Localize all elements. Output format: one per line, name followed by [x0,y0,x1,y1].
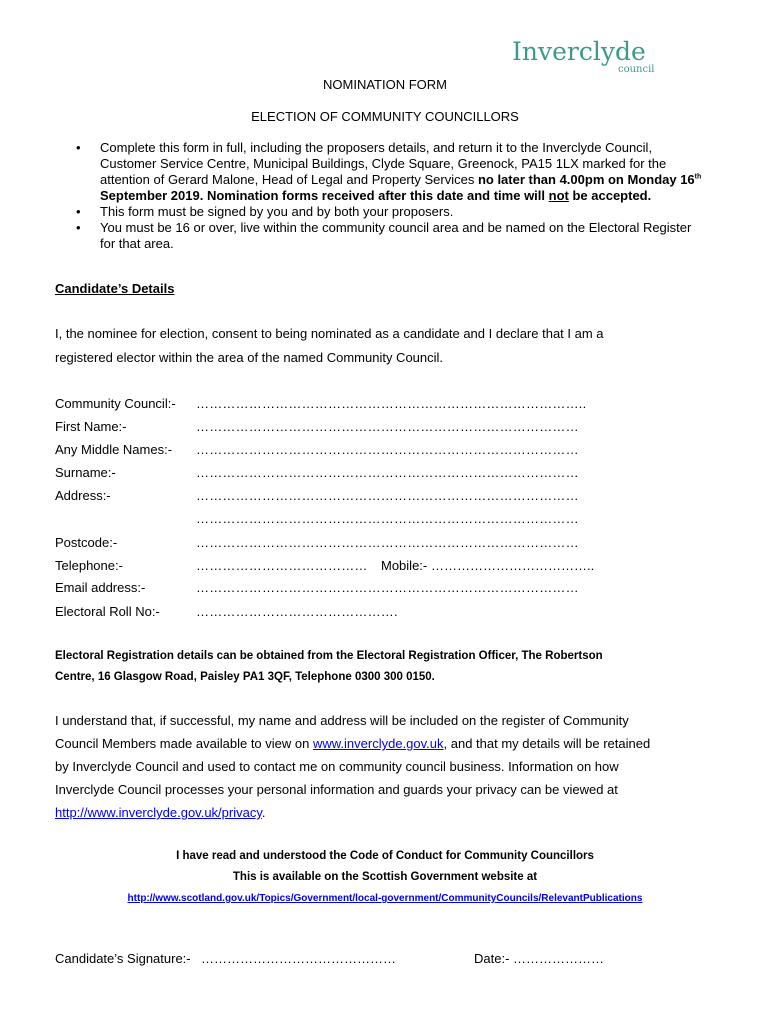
instruction-text: Complete this form in full, including the proposers details, and return it to the Inverclyde Council, Customer Service Centre, Municipal Buildings, Clyde Square, Greenock, PA15 1LX marked for the attention of Gerard Malone, Head of Legal and Property Services [100,140,667,187]
bullet-icon: • [76,204,81,219]
community-council-field[interactable]: …………………………………………………………………………….. [196,396,587,411]
svg-text:council: council [618,64,655,75]
scottish-government-link[interactable]: http://www.scotland.gov.uk/Topics/Government/local-government/CommunityCouncils/RelevantPublications [127,893,643,904]
privacy-text: . [261,805,266,820]
instruction-item [70,220,710,252]
email-field[interactable]: …………………………………………………………………………… [196,580,579,595]
deadline-text-end: be accepted. [568,188,652,203]
mobile-label: Mobile:- [381,558,428,573]
middle-names-label: Any Middle Names:- [55,442,173,457]
privacy-line-5 [55,805,720,820]
community-council-label: Community Council:- [55,396,176,411]
instruction-item [70,204,710,220]
deadline-text-cont: September 2019. Nomination forms received after this date and time will [100,188,549,203]
telephone-field[interactable]: ………………………………… [196,558,368,573]
ordinal-suffix: th [694,173,702,181]
instructions-list [70,140,710,252]
address-field-line-2[interactable]: …………………………………………………………………………… [196,511,579,526]
first-name-field[interactable]: …………………………………………………………………………… [196,419,579,434]
not-emphasis: not [548,188,569,203]
registration-info-line-2: Centre, 16 Glasgow Road, Paisley PA1 3QF, Telephone 0300 300 0150. [55,671,435,683]
middle-names-field[interactable]: …………………………………………………………………………… [196,442,579,457]
instruction-text: This form must be signed by you and by both your proposers. [100,204,454,219]
code-of-conduct-statement: I have read and understood the Code of Conduct for Community Councillors [176,850,594,862]
address-field-line-1[interactable]: …………………………………………………………………………… [196,488,579,503]
svg-text:Inverclyde: Inverclyde [512,38,646,66]
signature-label: Candidate’s Signature:- [55,951,191,966]
date-label: Date:- [474,951,510,966]
first-name-label: First Name:- [55,419,127,434]
date-field[interactable]: ………………… [513,951,604,966]
consent-line-2: registered elector within the area of the named Community Council. [55,350,444,365]
consent-line-1: I, the nominee for election, consent to being nominated as a candidate and I declare that I am a [55,326,604,341]
deadline-text: no later than 4.00pm on Monday 16 [477,172,695,187]
privacy-text: Council Members made available to view on [55,736,313,751]
electoral-roll-label: Electoral Roll No:- [55,604,160,619]
email-label: Email address:- [55,580,146,595]
privacy-line-3: by Inverclyde Council and used to contact me on community council business. Information on how [55,759,619,774]
postcode-label: Postcode:- [55,535,118,550]
privacy-policy-link[interactable]: http://www.inverclyde.gov.uk/privacy [55,805,262,820]
code-of-conduct-availability: This is available on the Scottish Government website at [232,871,538,883]
form-subtitle: ELECTION OF COMMUNITY COUNCILLORS [251,109,519,124]
privacy-line-1: I understand that, if successful, my name and address will be included on the register of Community [55,713,629,728]
instruction-item [70,140,710,204]
telephone-label: Telephone:- [55,558,123,573]
surname-label: Surname:- [55,465,116,480]
privacy-line-4: Inverclyde Council processes your personal information and guards your privacy can be viewed at [55,782,618,797]
bullet-icon: • [76,220,81,235]
inverclyde-website-link[interactable]: www.inverclyde.gov.uk [312,736,444,751]
postcode-field[interactable]: …………………………………………………………………………… [196,535,579,550]
mobile-field[interactable]: ……………………………….. [431,558,595,573]
privacy-line-2 [55,736,720,751]
instruction-text: You must be 16 or over, live within the community council area and be named on the Electoral Register for that area. [100,220,692,251]
candidate-details-heading: Candidate’s Details [55,281,175,296]
code-of-conduct-link-row [0,893,770,904]
signature-field[interactable]: ……………………………………… [201,951,396,966]
bullet-icon: • [76,140,81,155]
electoral-roll-field[interactable]: ………………………………………. [196,604,398,619]
registration-info-line-1: Electoral Registration details can be obtained from the Electoral Registration Officer, The Robertson [55,650,603,662]
inverclyde-council-logo [510,38,670,78]
surname-field[interactable]: …………………………………………………………………………… [196,465,579,480]
address-label: Address:- [55,488,111,503]
privacy-text: , and that my details will be retained [443,736,651,751]
form-title: NOMINATION FORM [323,77,447,92]
